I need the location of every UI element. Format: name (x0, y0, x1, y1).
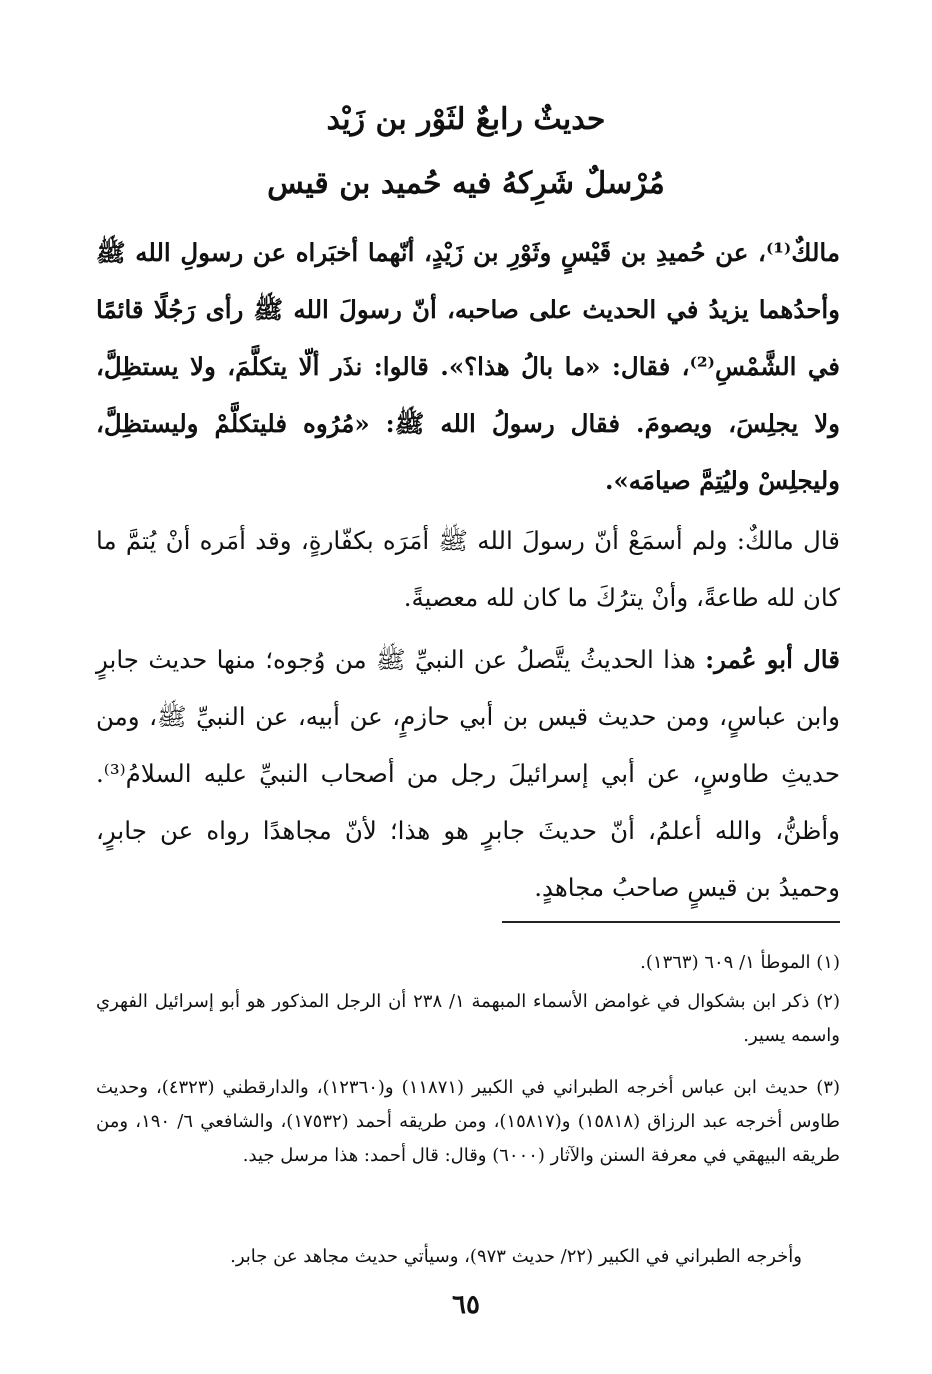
chapter-subtitle: مُرْسلٌ شَرِكهُ فيه حُميد بن قيس (267, 166, 665, 201)
malik-comment: قال مالكٌ: ولم أسمَعْ أنّ رسولَ الله ﷺ أمَرَه بكفّارةٍ، وقد أمَره أنْ يُتمَّ ما كان لله طاعةً، وأنْ يترُكَ ما كان لله معصيةً. (96, 526, 840, 612)
footnote-2: (٢) ذكر ابن بشكوال في غوامض الأسماء المبهمة ١/ ٢٣٨ أن الرجل المذكور هو أبو إسرائيل الفهري واسمه يسير. (96, 991, 840, 1046)
footnote-3-continuation: وأخرجه الطبراني في الكبير (٢٢/ حديث ٩٧٣)، وسيأتي حديث مجاهد عن جابر. (230, 1246, 802, 1267)
footnote-1: (١) الموطأ ١/ ٦٠٩ (١٣٦٣). (640, 952, 840, 973)
abu-umar-comment (96, 631, 840, 916)
chapter-title: حديثٌ رابعٌ لثَوْر بن زَيْد (326, 102, 606, 137)
footnote-divider (502, 921, 840, 923)
footnote-3: (٣) حديث ابن عباس أخرجه الطبراني في الكبير (١١٨٧١) و(١٢٣٦٠)، والدارقطني (٤٣٢٣)، وحديث طاوس أخرجه عبد الرزاق (١٥٨١٨) و(١٥٨١٧)، ومن طريقه أحمد (١٧٥٣٢)، والشافعي ٦/ ١٩٠، ومن طريقه البيهقي في معرفة السنن والآثار (٦٠٠٠) وقال: قال أحمد: هذا مرسل جيد. (96, 1077, 840, 1166)
abu-umar-body: هذا الحديثُ يتَّصلُ عن النبيِّ ﷺ من وُجوه؛ منها حديث جابرٍ وابن عباسٍ، ومن حديث قيس بن أبي حازمٍ، عن أبيه، عن النبيِّ ﷺ، ومن حديثِ طاوسٍ، عن أبي إسرائيلَ رجل من أصحاب النبيِّ عليه السلامُ⁽³⁾. وأظنُّ، والله أعلمُ، أنّ حديثَ جابرٍ هو هذا؛ لأنّ مجاهدًا رواه عن جابرٍ، وحميدُ بن قيسٍ صاحبُ مجاهدٍ. (96, 645, 840, 902)
page-number: ٦٥ (452, 1290, 480, 1320)
hadith-text: مالكٌ⁽¹⁾، عن حُميدِ بن قَيْسٍ وثَوْرِ بن زَيْدٍ، أنّهما أخبَراه عن رسولِ الله ﷺ وأحدُهما يزيدُ في الحديث على صاحبه، أنّ رسولَ الله ﷺ رأى رَجُلًا قائمًا في الشَّمْسِ⁽²⁾، فقال: «ما بالُ هذا؟». قالوا: نذَر ألّا يتكلَّمَ، ولا يستظِلَّ، ولا يجلِسَ، ويصومَ. فقال رسولُ الله ﷺ: «مُرُوه فليتكلَّمْ وليستظِلَّ، وليجلِسْ وليُتِمَّ صيامَه». (96, 238, 840, 495)
abu-umar-lead: قال أبو عُمر: (705, 645, 840, 674)
